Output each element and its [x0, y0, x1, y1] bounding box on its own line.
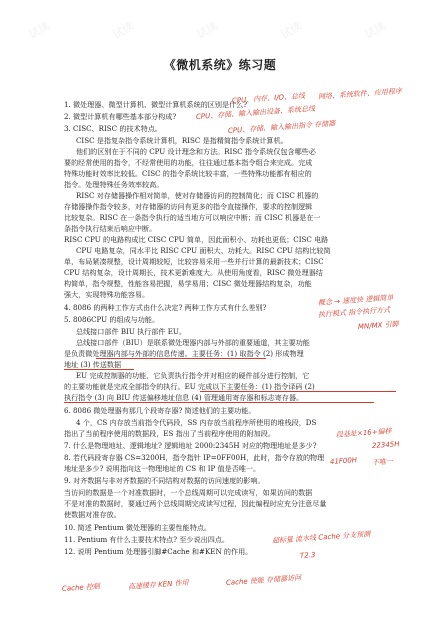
answer-line: 当访问的数据是一个对准数据时，一个总线周期可以完成读写，如果访问的数据 — [64, 488, 313, 497]
underline — [64, 402, 374, 403]
handwritten-note: CPU、存储、输入输出设备、系统总线 — [195, 104, 316, 121]
answer-line: EU 完成控制器的功能，它负责执行指令并对相应的硬件部分进行控制，它 — [76, 371, 310, 380]
answer-line: 总线接口部件（BIU）是联系微处理器内部与外部的重要通道，其主要功能 — [76, 338, 310, 347]
handwritten-note: 概念 → 速度快 逻辑简单 — [317, 293, 394, 307]
question-2: 2. 微型计算机有哪些基本部分构成? — [64, 112, 177, 121]
page-title: 《微机系统》练习题 — [163, 58, 277, 72]
answer-line: RISC CPU 的电路构成比 CISC CPU 简单，因此面积小、功耗也更低；CISC 电路 — [64, 235, 329, 244]
answer-line: 不是对准的数据时，要通过两个总线周期完成读写过程，因此编程时应充分注意尽量 — [64, 499, 327, 508]
answer-line: 总线接口部件 BIU 执行部件 EU。 — [76, 327, 186, 336]
answer-line: 的主要功能就是完成全部指令的执行。EU 完成以下主要任务：(1) 指令译码 (2) — [64, 382, 315, 391]
answer-line: 指出了当前程序使用的数据段，ES 指出了当前程序使用的附加段。 — [64, 429, 275, 438]
answer-line: 存储器操作指令较多，对存储器的访问有更多的指令直接操作，要求的控制逻辑 — [64, 202, 313, 211]
handwritten-note: 高速缓存 KEN 作用 — [127, 578, 189, 591]
answer-line: 单，布局紧凑规整，设计周期较短，比较容易采用一些并行计算的最新技术；CISC — [64, 257, 324, 266]
handwritten-note: 执行模式 指令执行方式 — [317, 305, 391, 319]
question-1: 1. 微处理器、微型计算机、微型计算机系统的区别是什么? — [64, 100, 248, 109]
answer-line: CISC 是指复杂指令系统计算机，RISC 是指精简指令系统计算机。 — [76, 136, 288, 145]
answer-line: 是负责微处理器内部与外部的信息传递。主要任务：(1) 取指令 (2) 形成物理 — [64, 349, 304, 358]
answer-line: 执行指令 (3) 向 BIU 传送偏移地址信息 (4) 管理通用寄存器和标志寄存器。 — [64, 393, 304, 402]
answer-line: 4 个，CS 内存放当前指令代码段，SS 内存放当前程序所使用的堆栈段，DS — [76, 418, 317, 427]
handwritten-note: Cache 控制 — [61, 582, 101, 593]
handwritten-note: 网络、系统软件、应用程序 — [317, 87, 403, 101]
answer-line: 特殊功能时效率比较低。CISC 的指令系统比较丰富，一些特殊功能都有相应的 — [64, 169, 312, 178]
handwritten-note: 段基址×16+偏移 — [335, 427, 392, 439]
handwritten-note: MN/MX 引脚 — [357, 320, 399, 331]
watermark: 试读 — [26, 19, 53, 42]
underline — [64, 369, 134, 370]
handwritten-note: 超标量 流水线 Cache 分支预测 — [271, 530, 371, 545]
handwritten-note: 不唯一 — [371, 457, 394, 467]
answer-line: 强大，实现特殊功能容易。 — [64, 290, 150, 299]
question-11: 11. Pentium 有什么主要技术特点? 至少说出四点。 — [64, 535, 229, 544]
handwritten-note: 22345H — [371, 440, 400, 450]
answer-line: 使数据对准存放。 — [64, 510, 121, 519]
answer-line: 要的经常使用的指令，不经常使用的功能，往往通过基本指令组合来完成。完成 — [64, 158, 313, 167]
answer-line: 指令。处理特殊任务效率较高。 — [64, 180, 164, 189]
underline — [200, 391, 396, 392]
question-12: 12. 说明 Pentium 处理器引脚#Cache 和#KEN 的作用。 — [64, 547, 253, 556]
question-10: 10. 简述 Pentium 微处理器的主要性能特点。 — [64, 523, 211, 532]
question-7: 7. 什么是物理地址、逻辑地址? 逻辑地址 2000:2345H 对应的物理地址是多少? — [64, 441, 317, 450]
question-5: 5. 8086CPU 的组成与功能。 — [64, 315, 160, 324]
question-4: 4. 8086 的两种工作方式由什么决定? 两种工作方式有什么差别? — [64, 303, 267, 312]
answer-line: CPU 电路复杂，同水平比 RISC CPU 面积大、功耗大。RISC CPU 结构比较简 — [76, 246, 331, 255]
handwritten-note: 41F00H — [329, 456, 358, 466]
watermark: 试读 — [278, 19, 305, 42]
handwritten-note: T2.3 — [299, 550, 316, 560]
question-8-cont: 地址是多少? 说明指向这一物理地址的 CS 和 IP 值是否唯一。 — [64, 464, 261, 473]
watermark: 试读 — [110, 19, 137, 42]
answer-line: 比较复杂。RISC 在一条指令执行的适当地方可以响应中断；而 CISC 机器是在一 — [64, 213, 321, 222]
answer-line: 构简单，指令规整，性能容易把握，易学易用；CISC 微处理器结构复杂，功能 — [64, 279, 312, 288]
question-8: 8. 若代码段寄存器 CS=3200H，指令指针 IP=0FF00H，此时，指令存放的物理 — [64, 453, 325, 462]
watermark: 试读 — [194, 19, 221, 42]
handwritten-note: CPU、存储、输入输出指令 存储器 — [227, 119, 336, 135]
answer-line: 地址 (3) 传送数据 — [64, 360, 122, 369]
answer-line: 条指令执行结束后响应中断。 — [64, 224, 157, 233]
handwritten-note: Cache 使能 存储器访问 — [225, 573, 302, 587]
question-3: 3. CISC、RISC 的技术特点。 — [64, 124, 162, 133]
answer-line: CPU 结构复杂，设计周期长，技术更新难度大。从使用角度看，RISC 微处理器结 — [64, 268, 323, 277]
handwritten-note: CPU、内存、I/O、总线 — [231, 91, 306, 105]
question-6: 6. 8086 微处理器有那几个段寄存器? 简述他们的主要功能。 — [64, 406, 256, 415]
answer-line: RISC 对存储器操作相对简单，使对存储器访问的控制简化；而 CISC 机器的 — [76, 191, 319, 200]
watermark: 试读 — [362, 19, 389, 42]
answer-line: 他们的区别在于不同的 CPU 设计理念和方法。RISC 指令系统仅包含哪些必 — [76, 147, 316, 156]
underline — [96, 358, 266, 359]
question-9: 9. 对齐数据与非对齐数据的不同结构对数据的访问速度的影响。 — [64, 476, 265, 485]
